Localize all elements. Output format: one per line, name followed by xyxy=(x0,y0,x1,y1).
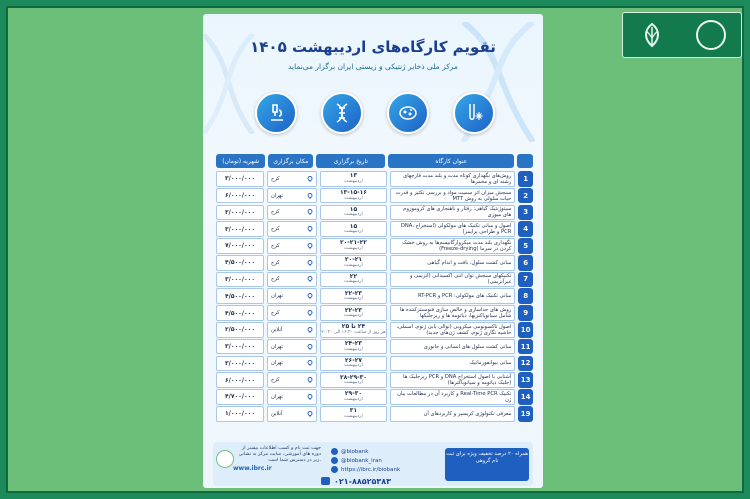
row-place-label: تهران xyxy=(270,393,283,400)
location-pin-icon xyxy=(307,411,313,417)
phone-number: ۰۲۱-۸۸۵۲۵۳۸۳ xyxy=(321,475,425,487)
table-row xyxy=(213,372,533,388)
table-row xyxy=(213,305,533,321)
poster-title: تقویم کارگاه‌های اردیبهشت ۱۴۰۵ xyxy=(250,38,496,56)
row-date-days: ۳۱ xyxy=(349,407,358,415)
row-date-month: اردیبهشت xyxy=(344,380,363,386)
location-pin-icon xyxy=(307,293,313,299)
row-title: مبانی کشت سلول های انسانی و جانوری xyxy=(390,339,516,355)
microscope-icon xyxy=(255,92,297,134)
table-row xyxy=(213,389,533,405)
row-date-month: اردیبهشت xyxy=(344,413,363,419)
row-date xyxy=(320,389,386,405)
row-place-label: کرج xyxy=(270,276,280,283)
row-date xyxy=(320,305,386,321)
table-row xyxy=(213,238,533,254)
info-text: جهت ثبت نام و کسب اطلاعات بیشتر از دوره های آموزشی، سایت مرکز به نشانی زیر در دسترس شما است. xyxy=(238,446,321,463)
organization-logo xyxy=(622,12,742,58)
row-date-days: ۱۳-۱۵-۱۶ xyxy=(339,189,367,197)
row-place xyxy=(267,372,317,388)
row-number: 8 xyxy=(518,288,533,304)
row-title: تکنیکهای سنجش توان آنتی اکسیدانی (آنزیمی و غیرآنزیمی) xyxy=(390,272,516,288)
leaf-logo-icon xyxy=(638,21,666,49)
table-row xyxy=(213,255,533,271)
row-date-month: اردیبهشت xyxy=(344,178,363,184)
row-title: روش‌های نگهداری کوتاه مدت و بلند مدت قارچهای رشته ای و مخمرها xyxy=(390,171,516,187)
row-date-days: ۲۴ تا ۲۵ xyxy=(341,323,366,331)
link-icon xyxy=(331,466,338,473)
table-body xyxy=(213,171,533,422)
table-row xyxy=(213,288,533,304)
row-fee: ۴/۵۰۰/۰۰۰ xyxy=(216,305,264,321)
poster-footer xyxy=(213,442,533,486)
row-date xyxy=(320,406,386,422)
table-row xyxy=(213,339,533,355)
row-title: سنجش میزان اثر سمیت مواد و بررسی تکثیر و قدرت حیات سلولی به روش MTT xyxy=(390,188,516,204)
row-place xyxy=(267,305,317,321)
row-place xyxy=(267,288,317,304)
row-place xyxy=(267,356,317,372)
topic-icons xyxy=(255,92,495,136)
row-date-month: اردیبهشت xyxy=(344,212,363,218)
row-date-days: ۱۵ xyxy=(349,205,358,213)
row-number: 5 xyxy=(518,238,533,254)
row-place-label: آنلاین xyxy=(270,326,283,333)
row-date xyxy=(320,188,386,204)
row-date xyxy=(320,205,386,221)
row-date-month: اردیبهشت xyxy=(344,262,363,268)
row-place-label: کرج xyxy=(270,209,280,216)
row-place-label: کرج xyxy=(270,259,280,266)
row-place-label: تهران xyxy=(270,343,283,350)
row-place-label: کرج xyxy=(270,310,280,317)
row-fee: ۴/۷۰۰/۰۰۰ xyxy=(216,389,264,405)
row-date-days: ۲۰-۲۱ xyxy=(344,256,363,264)
row-title: اصول و مبانی تکنیک های مولکولی (استخراج DNA، PCR و طراحی پرایمر) xyxy=(390,221,516,237)
row-date-month: اردیبهشت xyxy=(344,346,363,352)
row-fee: ۴/۵۰۰/۰۰۰ xyxy=(216,255,264,271)
row-date xyxy=(320,288,386,304)
row-date-days: ۱۳ xyxy=(349,172,358,180)
row-place-label: کرج xyxy=(270,242,280,249)
dna-icon xyxy=(321,92,363,134)
row-title: روش های جداسازی و خالص سازی فتوسنتزکننده ها شامل سیانوباکتریها، دیاتومه ها و ریزجلبکها xyxy=(390,305,516,321)
location-pin-icon xyxy=(307,209,313,215)
row-place xyxy=(267,205,317,221)
location-pin-icon xyxy=(307,377,313,383)
row-date xyxy=(320,171,386,187)
row-place xyxy=(267,221,317,237)
row-number: 4 xyxy=(518,221,533,237)
social-links xyxy=(331,448,431,475)
row-place xyxy=(267,255,317,271)
row-date-days: ۲۲-۲۳ xyxy=(344,289,363,297)
social-instagram[interactable]: @biobank xyxy=(331,448,431,455)
row-date-month: اردیبهشت xyxy=(344,296,363,302)
table-row xyxy=(213,356,533,372)
cell-organism-icon xyxy=(387,92,429,134)
discount-banner: همراه ۲۰ درصد تخفیف ویژه برای ثبت نام گروهی xyxy=(445,448,529,481)
row-place xyxy=(267,171,317,187)
row-title: آشنایی با اصول استخراج DNA و PCR ریزجلبک ها (جلبک دیاتومه و سیانوباکترها) xyxy=(390,372,516,388)
flask-snowflake-icon xyxy=(453,92,495,134)
row-fee: ۳/۰۰۰/۰۰۰ xyxy=(216,205,264,221)
row-date-month: اردیبهشت xyxy=(344,313,363,319)
row-place-label: تهران xyxy=(270,192,283,199)
location-pin-icon xyxy=(307,310,313,316)
location-pin-icon xyxy=(307,394,313,400)
location-pin-icon xyxy=(307,327,313,333)
row-number: 13 xyxy=(518,372,533,388)
row-number: 2 xyxy=(518,188,533,204)
website-link[interactable]: www.ibrc.ir xyxy=(233,465,272,472)
row-title: مبانی بیوانفورماتیک xyxy=(390,356,516,372)
row-number: 1 xyxy=(518,171,533,187)
row-place-label: آنلاین xyxy=(270,410,283,417)
row-date-days: ۲۹-۳۰ xyxy=(344,390,363,398)
table-row xyxy=(213,188,533,204)
header-title: عنوان کارگاه xyxy=(388,154,514,168)
table-row xyxy=(213,221,533,237)
table-row xyxy=(213,322,533,338)
row-date-month: اردیبهشت xyxy=(344,229,363,235)
row-title: اصول تاکسونومی میکروبی (توالی یابی ژنوم، اسملی، حاشیه نگاری ژنوم، کشف ژن‌های جدید) xyxy=(390,322,516,338)
row-date-month: اردیبهشت xyxy=(344,279,363,285)
location-pin-icon xyxy=(307,243,313,249)
row-number: 3 xyxy=(518,205,533,221)
row-date-month: اردیبهشت xyxy=(344,396,363,402)
row-number: 11 xyxy=(518,339,533,355)
seal-icon xyxy=(696,20,726,50)
poster-subtitle: مرکز ملی ذخایر ژنتیکی و زیستی ایران برگزار می‌نماید xyxy=(288,62,458,71)
row-place xyxy=(267,272,317,288)
row-date-month: هر روز از ساعت ۱۶:۳۰ الی ۲۰:۳۰ xyxy=(321,329,386,335)
table-row xyxy=(213,406,533,422)
row-date-days: ۲۲-۲۳ xyxy=(344,306,363,314)
row-place-label: کرج xyxy=(270,377,280,384)
table-row xyxy=(213,272,533,288)
row-fee: ۶/۰۰۰/۰۰۰ xyxy=(216,188,264,204)
location-pin-icon xyxy=(307,176,313,182)
row-place-label: تهران xyxy=(270,360,283,367)
row-fee: ۳/۰۰۰/۰۰۰ xyxy=(216,339,264,355)
workshop-poster xyxy=(203,14,543,488)
row-date-days: ۲۰-۲۱-۲۲ xyxy=(339,239,367,247)
footer-logo-icon xyxy=(216,450,234,468)
table-row xyxy=(213,205,533,221)
location-pin-icon xyxy=(307,260,313,266)
row-number: 7 xyxy=(518,272,533,288)
row-date-month: اردیبهشت xyxy=(344,195,363,201)
row-fee: ۷/۰۰۰/۰۰۰ xyxy=(216,238,264,254)
row-title: معرفی تکنولوژی کریسپر و کاربردهای آن xyxy=(390,406,516,422)
header-fee: شهریه (تومان) xyxy=(216,154,265,168)
row-date-days: ۲۶-۲۷ xyxy=(344,356,363,364)
table-header xyxy=(213,154,533,168)
telegram-icon xyxy=(331,457,338,464)
workshop-table xyxy=(213,154,533,423)
row-title: سیتوژنتیک گیاهی: رفتار و ناهنجاری های کروموزوم های میوزی xyxy=(390,205,516,221)
row-number: 14 xyxy=(518,389,533,405)
row-date-month: اردیبهشت xyxy=(344,245,363,251)
row-place xyxy=(267,339,317,355)
location-pin-icon xyxy=(307,193,313,199)
row-number: 6 xyxy=(518,255,533,271)
row-date xyxy=(320,372,386,388)
row-title: مبانی تکنیک های مولکولی: PCR و RT-PCR xyxy=(390,288,516,304)
row-date xyxy=(320,255,386,271)
row-place-label: کرج xyxy=(270,226,280,233)
social-telegram[interactable]: @biobank_iran xyxy=(331,457,431,464)
row-place xyxy=(267,389,317,405)
row-date-days: ۱۵ xyxy=(349,222,358,230)
row-place-label: کرج xyxy=(270,175,280,182)
row-place xyxy=(267,238,317,254)
social-web[interactable]: https://ibrc.ir/biobank xyxy=(331,466,431,473)
row-date xyxy=(320,238,386,254)
row-date-days: ۲۸-۲۹-۳۰ xyxy=(339,373,367,381)
location-pin-icon xyxy=(307,344,313,350)
row-fee: ۲/۵۰۰/۰۰۰ xyxy=(216,322,264,338)
location-pin-icon xyxy=(307,360,313,366)
row-date xyxy=(320,272,386,288)
location-pin-icon xyxy=(307,226,313,232)
row-place-label: تهران xyxy=(270,293,283,300)
row-date-days: ۲۴-۲۳ xyxy=(344,340,363,348)
row-place xyxy=(267,322,317,338)
row-date-days: ۲۲ xyxy=(349,272,358,280)
phone-icon xyxy=(321,477,330,485)
row-date xyxy=(320,356,386,372)
location-pin-icon xyxy=(307,276,313,282)
row-number: 10 xyxy=(518,322,533,338)
row-number: 12 xyxy=(518,356,533,372)
row-number: 19 xyxy=(518,406,533,422)
row-date xyxy=(320,221,386,237)
row-fee: ۳/۰۰۰/۰۰۰ xyxy=(216,356,264,372)
row-date xyxy=(320,339,386,355)
row-fee: ۴/۵۰۰/۰۰۰ xyxy=(216,288,264,304)
row-fee: ۱/۰۰۰/۰۰۰ xyxy=(216,406,264,422)
row-place xyxy=(267,188,317,204)
header-number xyxy=(517,154,533,168)
registration-info xyxy=(233,446,321,472)
row-title: تکنیک Real-Time PCR و کاربرد آن در مطالعات بیان ژن xyxy=(390,389,516,405)
row-fee: ۳/۰۰۰/۰۰۰ xyxy=(216,221,264,237)
row-title: نگهداری بلند مدت میکروارگانیسم‌ها به روش خشک کردن در سرما (Freeze-drying) xyxy=(390,238,516,254)
row-place xyxy=(267,406,317,422)
row-title: مبانی کشت سلول، بافت و اندام گیاهی xyxy=(390,255,516,271)
row-number: 9 xyxy=(518,305,533,321)
row-fee: ۶/۰۰۰/۰۰۰ xyxy=(216,372,264,388)
row-date xyxy=(320,322,386,338)
instagram-icon xyxy=(331,448,338,455)
row-date-month: اردیبهشت xyxy=(344,363,363,369)
row-fee: ۳/۰۰۰/۰۰۰ xyxy=(216,272,264,288)
header-place: مکان برگزاری xyxy=(268,154,313,168)
header-date: تاریخ برگزاری xyxy=(316,154,385,168)
table-row xyxy=(213,171,533,187)
row-fee: ۳/۰۰۰/۰۰۰ xyxy=(216,171,264,187)
